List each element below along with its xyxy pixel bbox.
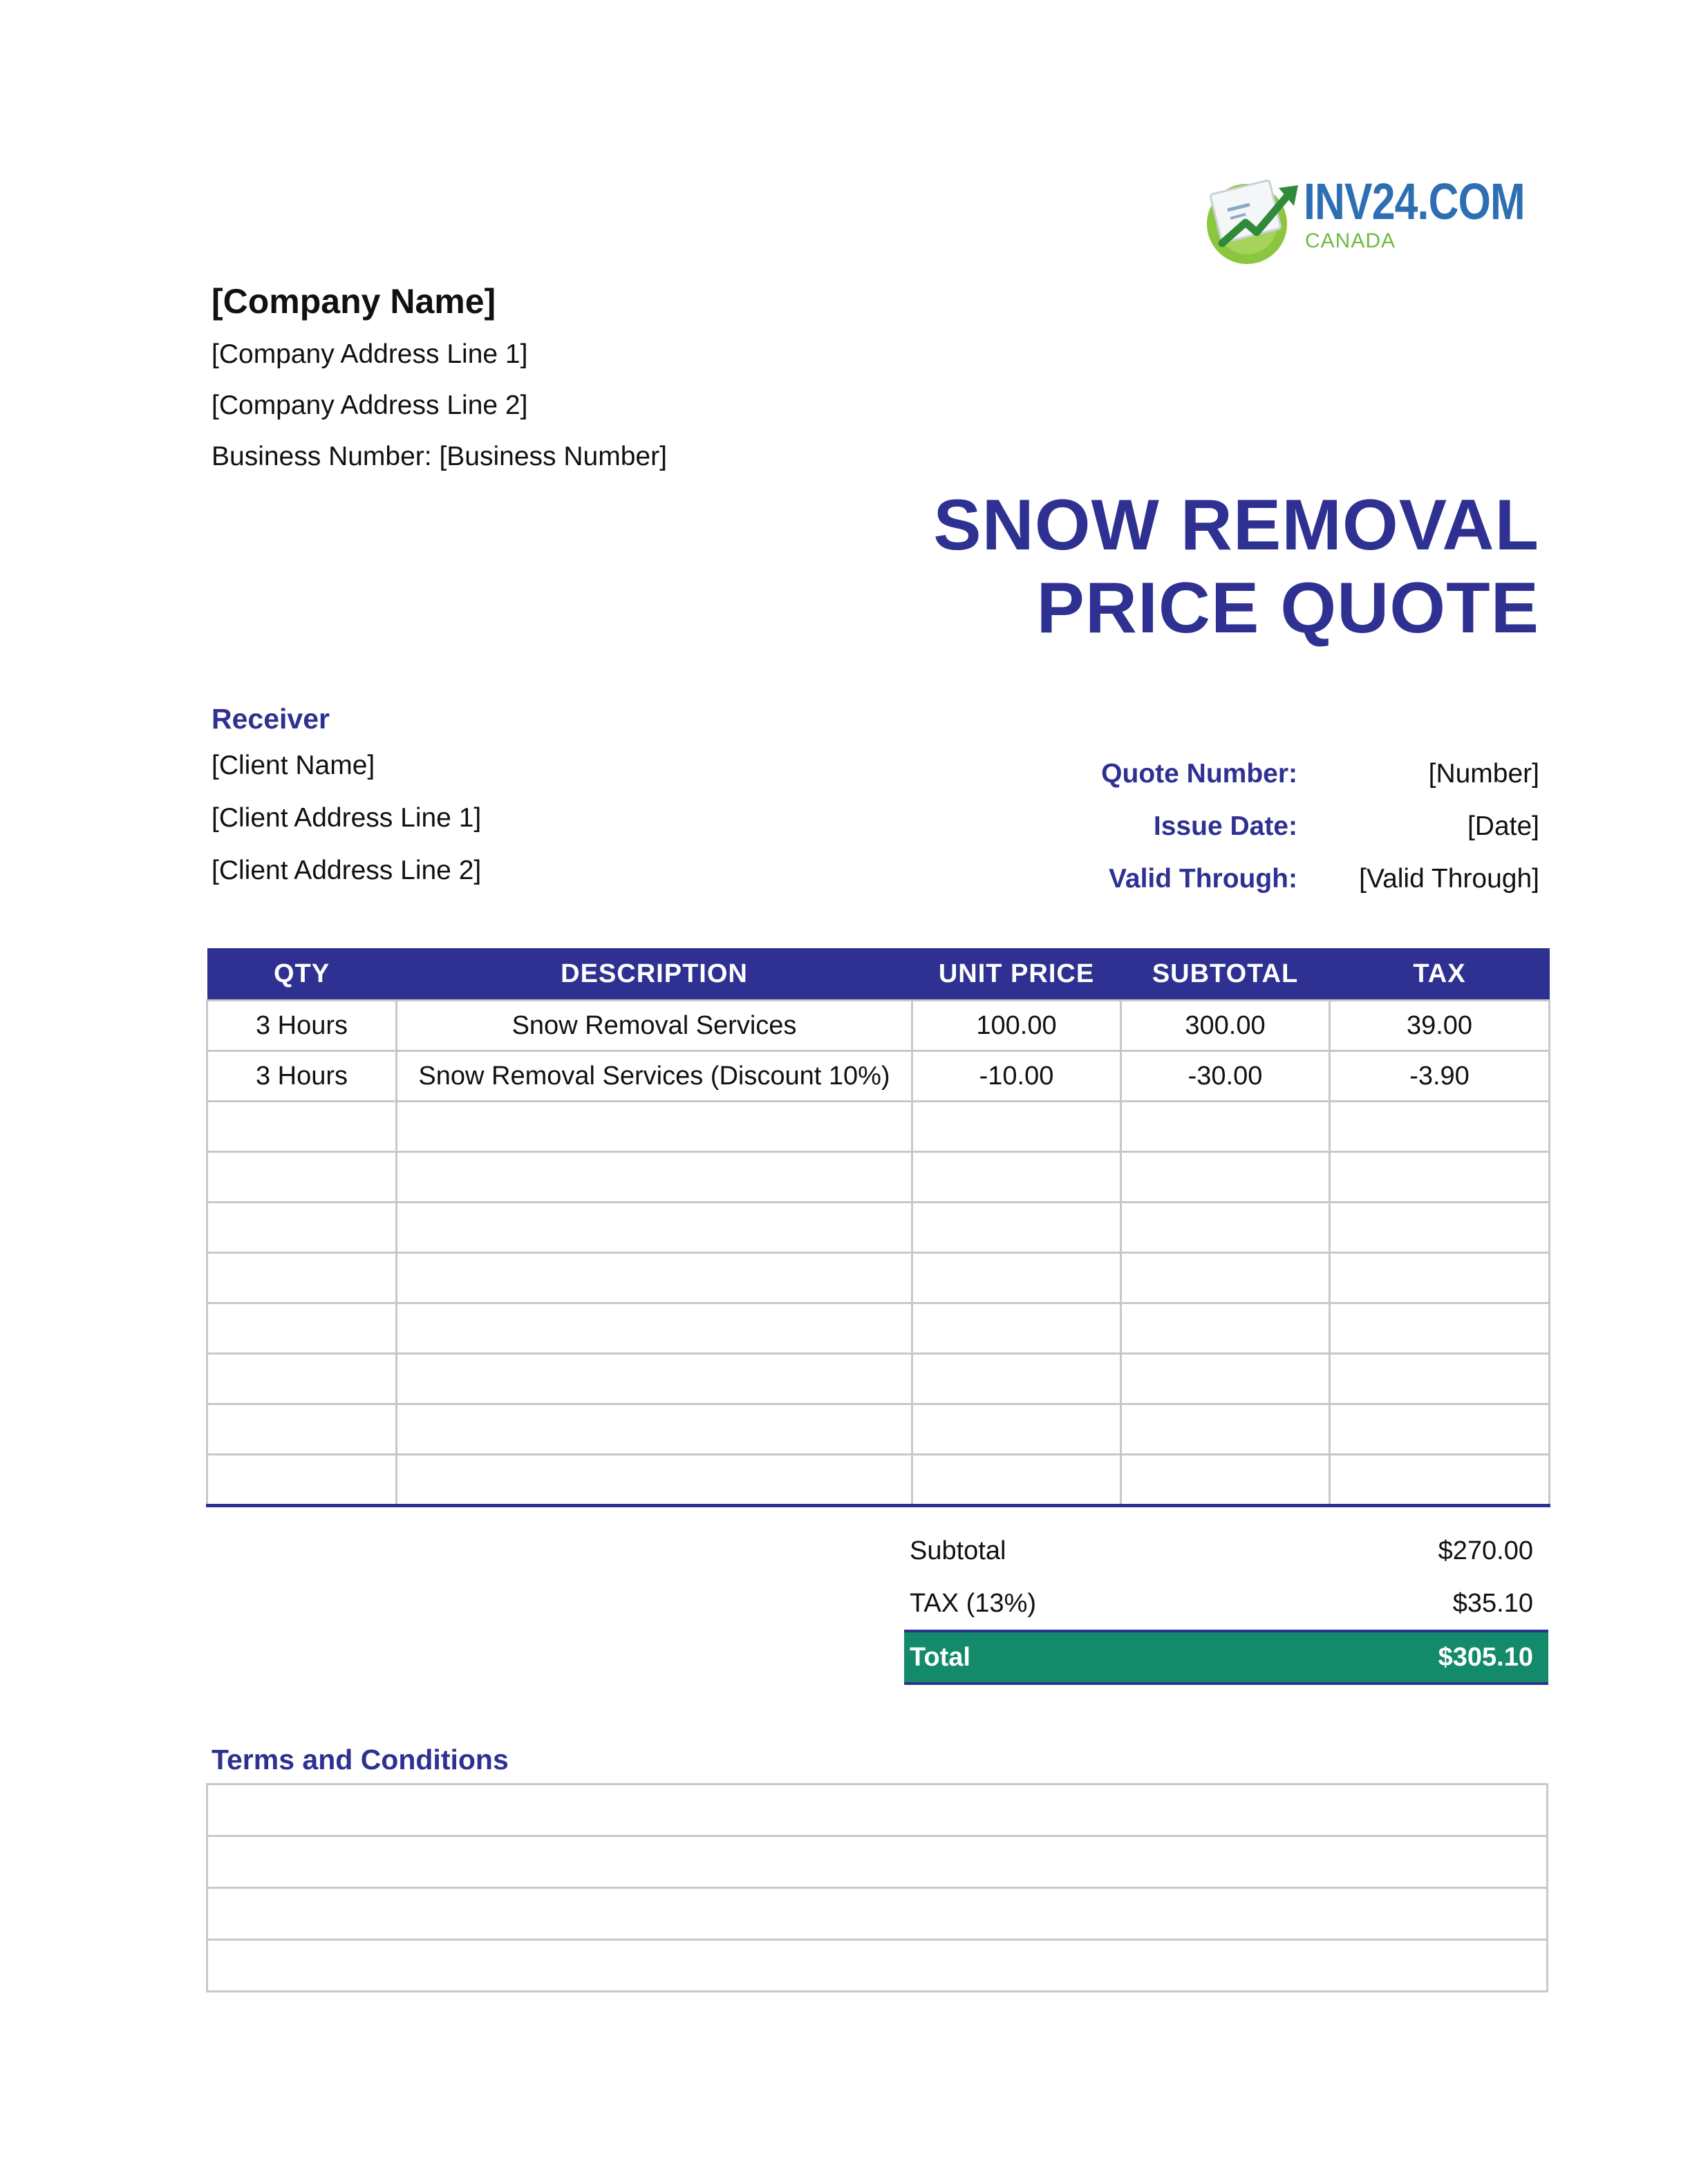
company-name: [Company Name] <box>212 282 496 321</box>
table-header-row <box>207 948 1550 1001</box>
table-row <box>207 1404 1550 1455</box>
tax-row <box>904 1577 1548 1630</box>
meta-value: [Valid Through] <box>1359 864 1539 894</box>
terms-row <box>207 1784 1548 1836</box>
table-row <box>207 1303 1550 1354</box>
cell-tax <box>1330 1455 1550 1506</box>
subtotal-row <box>904 1525 1548 1577</box>
cell-description <box>397 1102 912 1152</box>
cell-description <box>397 1354 912 1404</box>
total-label: Total <box>910 1642 970 1672</box>
title-line1: SNOW REMOVAL <box>933 485 1539 565</box>
total-value: $305.10 <box>1438 1642 1533 1672</box>
terms-cell <box>207 1888 1548 1940</box>
cell-subtotal <box>1121 1303 1330 1354</box>
cell-subtotal <box>1121 1203 1330 1253</box>
table-row <box>207 1203 1550 1253</box>
cell-subtotal <box>1121 1152 1330 1203</box>
quote-meta <box>1014 748 1539 905</box>
header-subtotal: SUBTOTAL <box>1121 948 1330 1001</box>
tax-label: TAX (13%) <box>910 1588 1037 1618</box>
table-row <box>207 1001 1550 1051</box>
terms-cell <box>207 1940 1548 1992</box>
client-address-line2: [Client Address Line 2] <box>212 856 482 885</box>
logo-text: INV24.COM <box>1304 173 1525 230</box>
cell-tax <box>1330 1253 1550 1303</box>
cell-qty <box>207 1152 397 1203</box>
cell-description: Snow Removal Services (Discount 10%) <box>397 1051 912 1102</box>
cell-tax: 39.00 <box>1330 1001 1550 1051</box>
meta-value: [Date] <box>1467 811 1539 841</box>
cell-subtotal <box>1121 1455 1330 1506</box>
cell-subtotal <box>1121 1102 1330 1152</box>
cell-unit-price: 100.00 <box>912 1001 1121 1051</box>
cell-qty <box>207 1455 397 1506</box>
cell-unit-price <box>912 1203 1121 1253</box>
cell-description <box>397 1303 912 1354</box>
cell-subtotal: 300.00 <box>1121 1001 1330 1051</box>
terms-body <box>207 1784 1548 1992</box>
company-block <box>212 281 667 482</box>
cell-subtotal <box>1121 1253 1330 1303</box>
meta-label: Quote Number: <box>1101 759 1297 789</box>
cell-description <box>397 1455 912 1506</box>
receiver-label: Receiver <box>212 703 330 735</box>
cell-unit-price <box>912 1354 1121 1404</box>
total-row <box>904 1630 1548 1685</box>
cell-unit-price <box>912 1102 1121 1152</box>
terms-table <box>206 1783 1548 1992</box>
cell-description <box>397 1404 912 1455</box>
terms-row <box>207 1888 1548 1940</box>
totals-block <box>904 1525 1548 1685</box>
table-row <box>207 1455 1550 1506</box>
table-row <box>207 1354 1550 1404</box>
client-name: [Client Name] <box>212 751 375 780</box>
cell-qty <box>207 1253 397 1303</box>
cell-subtotal <box>1121 1404 1330 1455</box>
cell-subtotal <box>1121 1354 1330 1404</box>
company-address-line2: [Company Address Line 2] <box>212 390 528 420</box>
cell-unit-price <box>912 1303 1121 1354</box>
cell-tax: -3.90 <box>1330 1051 1550 1102</box>
header-qty: QTY <box>207 948 397 1001</box>
cell-subtotal: -30.00 <box>1121 1051 1330 1102</box>
table-row <box>207 1051 1550 1102</box>
terms-row <box>207 1836 1548 1888</box>
cell-unit-price: -10.00 <box>912 1051 1121 1102</box>
logo-subtext: CANADA <box>1305 229 1396 252</box>
cell-tax <box>1330 1152 1550 1203</box>
table-row <box>207 1102 1550 1152</box>
cell-tax <box>1330 1404 1550 1455</box>
cell-unit-price <box>912 1253 1121 1303</box>
meta-label: Issue Date: <box>1153 811 1297 841</box>
cell-qty: 3 Hours <box>207 1001 397 1051</box>
document-title <box>933 484 1539 650</box>
header-unit-price: UNIT PRICE <box>912 948 1121 1001</box>
cell-tax <box>1330 1354 1550 1404</box>
table-row <box>207 1152 1550 1203</box>
cell-description <box>397 1203 912 1253</box>
cell-description <box>397 1253 912 1303</box>
cell-qty: 3 Hours <box>207 1051 397 1102</box>
table-row <box>207 1253 1550 1303</box>
subtotal-label: Subtotal <box>910 1536 1006 1565</box>
meta-value: [Number] <box>1428 759 1539 789</box>
company-business-number: Business Number: [Business Number] <box>212 442 667 471</box>
meta-label: Valid Through: <box>1109 864 1297 894</box>
cell-qty <box>207 1303 397 1354</box>
meta-row-issue-date <box>1014 800 1539 853</box>
logo <box>1201 169 1526 265</box>
meta-row-valid-through <box>1014 853 1539 905</box>
terms-cell <box>207 1836 1548 1888</box>
cell-unit-price <box>912 1404 1121 1455</box>
title-line2: PRICE QUOTE <box>1036 568 1539 648</box>
cell-qty <box>207 1203 397 1253</box>
cell-unit-price <box>912 1152 1121 1203</box>
items-table <box>206 948 1550 1507</box>
cell-unit-price <box>912 1455 1121 1506</box>
logo-icon <box>1201 169 1305 265</box>
cell-qty <box>207 1404 397 1455</box>
cell-tax <box>1330 1102 1550 1152</box>
cell-tax <box>1330 1203 1550 1253</box>
terms-row <box>207 1940 1548 1992</box>
receiver-block <box>212 698 481 897</box>
header-description: DESCRIPTION <box>397 948 912 1001</box>
company-address-line1: [Company Address Line 1] <box>212 339 528 369</box>
cell-description: Snow Removal Services <box>397 1001 912 1051</box>
client-address-line1: [Client Address Line 1] <box>212 803 482 833</box>
header-tax: TAX <box>1330 948 1550 1001</box>
subtotal-value: $270.00 <box>1438 1536 1533 1565</box>
meta-row-quote-number <box>1014 748 1539 800</box>
table-body <box>207 1001 1550 1506</box>
cell-qty <box>207 1102 397 1152</box>
cell-description <box>397 1152 912 1203</box>
terms-label: Terms and Conditions <box>212 1744 509 1775</box>
tax-value: $35.10 <box>1452 1588 1533 1618</box>
terms-cell <box>207 1784 1548 1836</box>
cell-qty <box>207 1354 397 1404</box>
cell-tax <box>1330 1303 1550 1354</box>
